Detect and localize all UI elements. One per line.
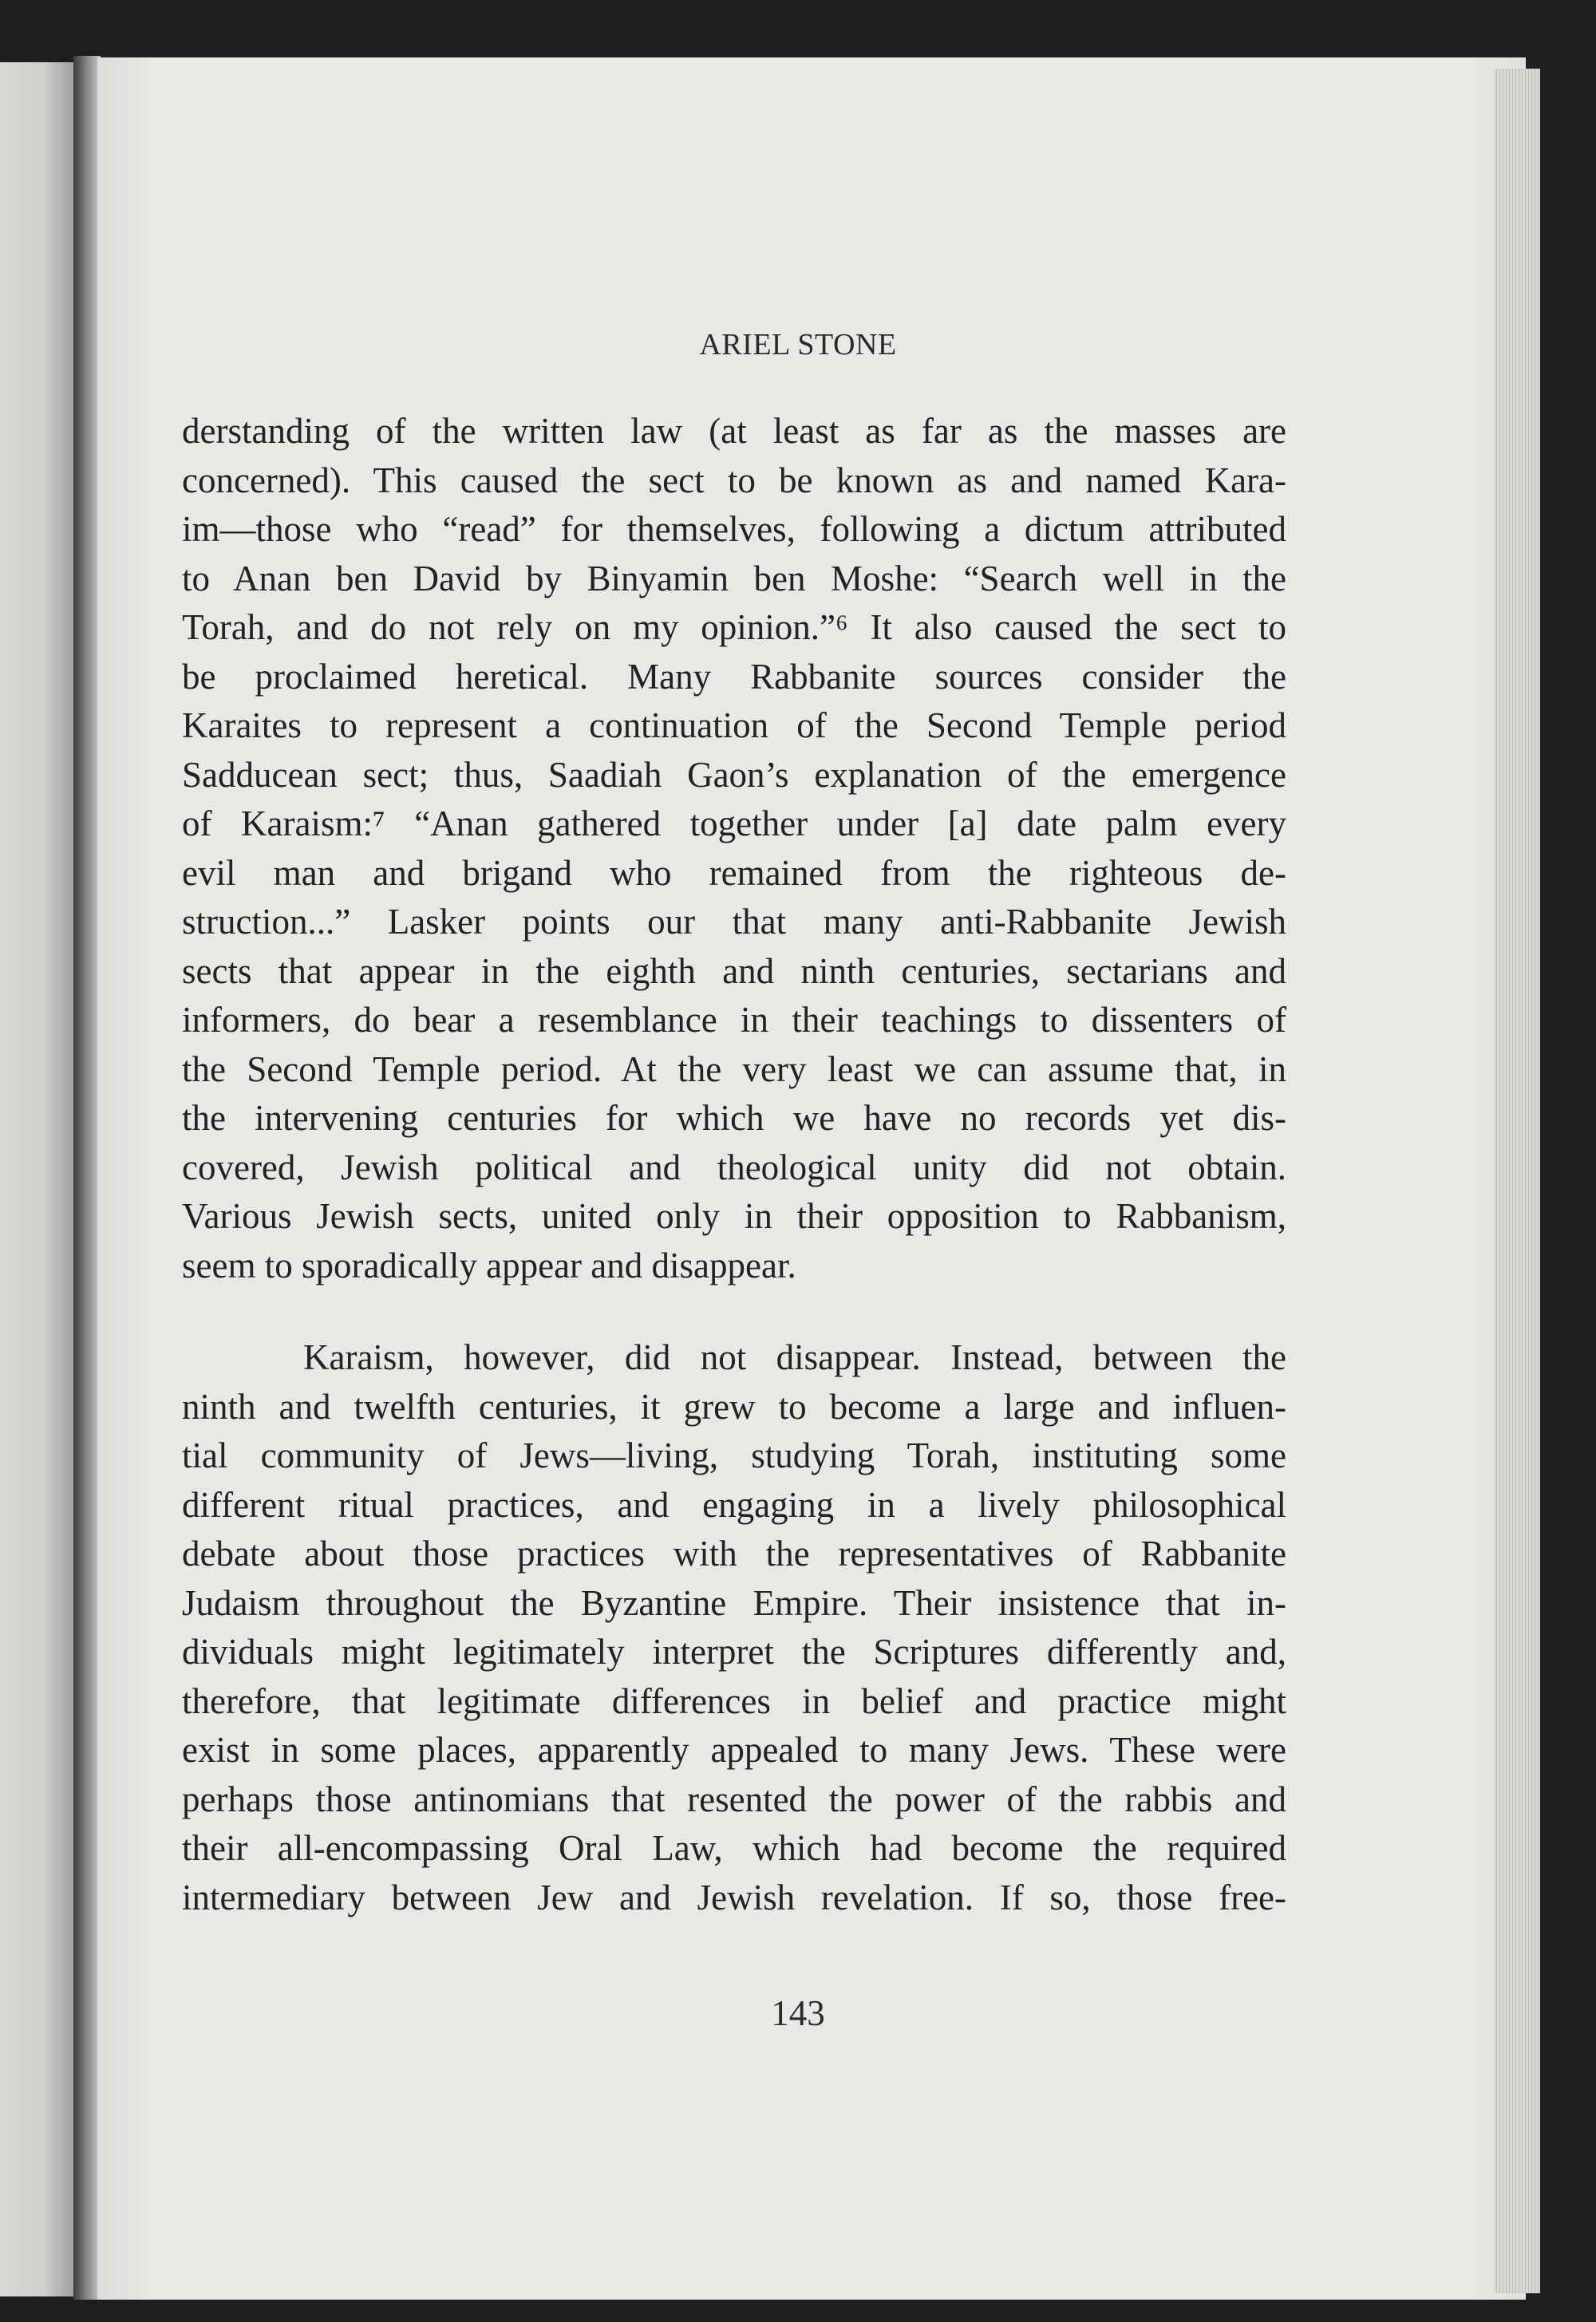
text-line: therefore, that legitimate differences in belief and practice might <box>182 1680 1286 1721</box>
text-line: debate about those practices with the representatives of Rabbanite <box>182 1534 1286 1574</box>
book-gutter <box>73 56 101 2300</box>
running-head: ARIEL STONE <box>699 328 897 361</box>
text-line: evil man and brigand who remained from the righteous de- <box>182 852 1286 893</box>
paragraph-gap <box>182 1290 1286 1333</box>
text-line: to Anan ben David by Binyamin ben Moshe: “Search well in the <box>182 558 1286 598</box>
text-line: Karaism, however, did not disappear. Instead, between the <box>303 1337 1286 1377</box>
text-line: struction...” Lasker points our that many anti-Rabbanite Jewish <box>182 902 1286 942</box>
page-edges <box>1494 69 1540 2293</box>
paragraph-1 <box>182 407 1286 1290</box>
text-line: derstanding of the written law (at least as far as the masses are <box>182 411 1286 451</box>
text-line: of Karaism:⁷ “Anan gathered together under [a] date palm every <box>182 804 1286 843</box>
text-line: perhaps those antinomians that resented the power of the rabbis and <box>182 1779 1286 1819</box>
text-line: sects that appear in the eighth and ninth centuries, sectarians and <box>182 950 1286 991</box>
text-line: informers, do bear a resemblance in their teachings to dissenters of <box>182 1000 1286 1040</box>
text-line: Various Jewish sects, united only in their opposition to Rabbanism, <box>182 1196 1286 1236</box>
text-line: the intervening centuries for which we have no records yet dis- <box>182 1098 1286 1138</box>
text-line: im—those who “read” for themselves, following a dictum attributed <box>182 509 1286 549</box>
text-line: be proclaimed heretical. Many Rabbanite sources consider the <box>182 656 1286 697</box>
text-line: Sadducean sect; thus, Saadiah Gaon’s explanation of the emergence <box>182 754 1286 795</box>
text-line: concerned). This caused the sect to be known as and named Kara- <box>182 460 1286 500</box>
paragraph-2 <box>182 1333 1286 1922</box>
text-line: exist in some places, apparently appealed to many Jews. These were <box>182 1730 1286 1770</box>
text-line: intermediary between Jew and Jewish revelation. If so, those free- <box>182 1877 1286 1917</box>
text-line: tial community of Jews—living, studying Torah, instituting some <box>182 1435 1286 1475</box>
body-text <box>182 407 1286 1922</box>
text-line: covered, Jewish political and theological unity did not obtain. <box>182 1147 1286 1187</box>
text-line: the Second Temple period. At the very least we can assume that, in <box>182 1048 1286 1089</box>
text-line: Judaism throughout the Byzantine Empire. Their insistence that in- <box>182 1582 1286 1623</box>
text-line: different ritual practices, and engaging in a lively philosophical <box>182 1484 1286 1525</box>
text-line: Torah, and do not rely on my opinion.”⁶ It also caused the sect to <box>182 607 1286 647</box>
page-number: 143 <box>771 1993 825 2033</box>
text-line: dividuals might legitimately interpret the Scriptures differently and, <box>182 1632 1286 1672</box>
text-line: seem to sporadically appear and disappear. <box>182 1245 796 1285</box>
text-line: their all-encompassing Oral Law, which had become the required <box>182 1828 1286 1868</box>
text-line: Karaites to represent a continuation of the Second Temple period <box>182 705 1286 745</box>
text-line: ninth and twelfth centuries, it grew to become a large and influen- <box>182 1386 1286 1427</box>
left-page-edge <box>0 62 73 2296</box>
